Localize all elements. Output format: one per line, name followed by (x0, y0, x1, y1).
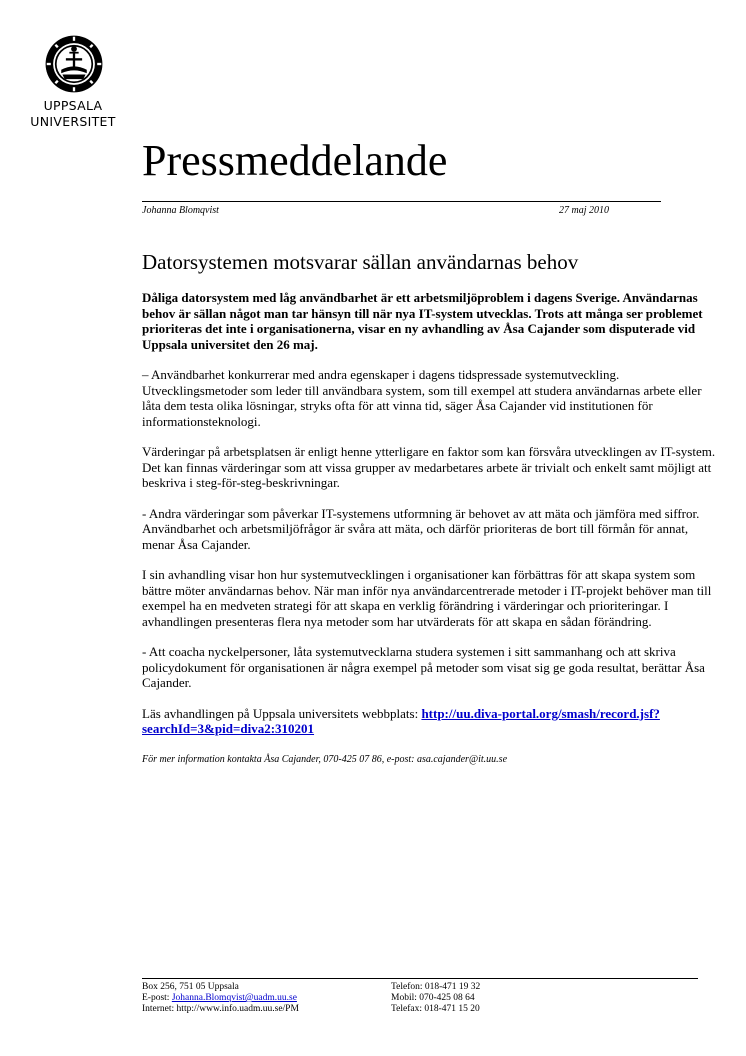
footer-right (391, 982, 480, 1015)
footer-address: Box 256, 751 05 Uppsala (142, 982, 239, 992)
footer-fax: Telefax: 018-471 15 20 (391, 1004, 480, 1014)
footer-divider (142, 978, 698, 979)
read-more-text: Läs avhandlingen på Uppsala universitets webbplats: (142, 705, 422, 721)
thesis-link[interactable]: http://uu.diva-portal.org/smash/record.jsf?searchId=3&pid=diva2:310201 (142, 705, 660, 736)
body-paragraph: - Att coacha nyckelpersoner, låta systemutvecklarna studera systemen i sitt sammanhang och att skriva policydokument för organisationen är några exempel på metoder som visat sig ge goda resultat, berättar Åsa Cajander. (142, 644, 705, 690)
footer-mobile: Mobil: 070-425 08 64 (391, 993, 475, 1003)
read-more-paragraph (142, 706, 717, 737)
footer-email-link[interactable]: Johanna.Blomqvist@uadm.uu.se (171, 993, 297, 1003)
lead-paragraph: Dåliga datorsystem med låg användbarhet är ett arbetsmiljöproblem i dagens Sverige. Användarnas behov är sällan något man tar hänsyn till när nya IT-system utvecklas. Trots att många ser problemet prioriteras det inte i organisationerna, visar en ny avhandling av Åsa Cajander som disputerade vid Uppsala universitet den 26 maj. (142, 290, 703, 352)
university-name-line2: UNIVERSITET (30, 114, 116, 129)
footer-internet: Internet: http://www.info.uadm.uu.se/PM (142, 1004, 299, 1014)
footer-email-label: E-post: (142, 993, 172, 1003)
header-divider (142, 201, 661, 202)
university-name (14, 98, 132, 130)
author-name: Johanna Blomqvist (142, 205, 219, 216)
university-seal-icon (45, 35, 103, 93)
university-name-line1: UPPSALA (43, 98, 103, 113)
publication-date: 27 maj 2010 (559, 205, 609, 216)
press-release-headline: Datorsystemen motsvarar sällan användarnas behov (142, 250, 579, 274)
contact-info: För mer information kontakta Åsa Cajander, 070-425 07 86, e-post: asa.cajander@it.uu.se (142, 753, 508, 765)
footer-email-row (142, 993, 299, 1004)
body-paragraph: I sin avhandling visar hon hur systemutvecklingen i organisationer kan förbättras för att skapa system som bättre möter användarnas behov. När man inför nya användarcentrerade metoder i IT-projekt behöver man till exempel ha en medveten strategi för att skapa en verklig förändring i värderingar och prioriteringar. I avhandlingen presenteras flera nya metoder som har utvärderats för att skapa en sådan förändring. (142, 567, 712, 629)
body-paragraph: - Andra värderingar som påverkar IT-systemens utformning är behovet av att mäta och jämföra med siffror. Användbarhet och arbetsmiljöfrågor är svåra att mäta, och därför prioriteras de bort till förmån för annat, menar Åsa Cajander. (142, 505, 700, 552)
press-release-body (142, 290, 717, 782)
footer-left (142, 982, 299, 1015)
body-paragraph: Värderingar på arbetsplatsen är enligt henne ytterligare en faktor som kan försvåra utvecklingen av IT-system. Det kan finnas värderingar som att vissa grupper av medarbetares arbete är trivialt och enkelt samt möjligt att beskriva i steg-för-steg-beskrivningar. (142, 444, 716, 490)
footer-phone: Telefon: 018-471 19 32 (391, 982, 481, 992)
document-type-title: Pressmeddelande (142, 136, 448, 185)
body-paragraph: – Användbarhet konkurrerar med andra egenskaper i dagens tidspressade systemutveckling. Utvecklingsmetoder som leder till användbara system, som till exempel att studera användarnas arbete eller låta dem testa olika lösningar, stryks ofta för att vinna tid, säger Åsa Cajander vid institutionen för informationsteknologi. (142, 367, 702, 429)
